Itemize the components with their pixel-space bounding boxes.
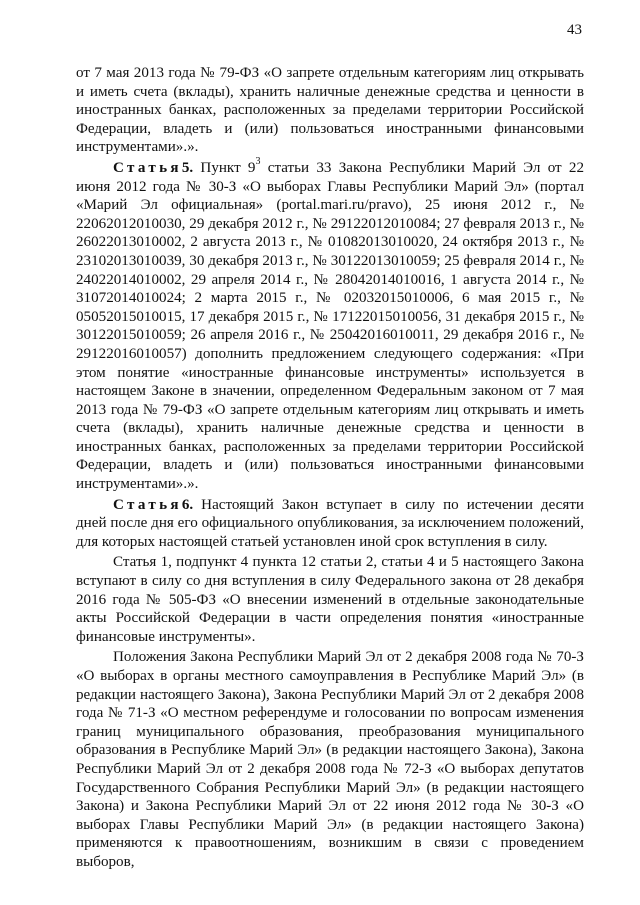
article-6-label: Статья [113, 496, 182, 513]
article-5-superscript: 3 [255, 155, 261, 167]
article-5-number: 5. [181, 159, 194, 176]
paragraph-provisions: Положения Закона Республики Марий Эл от 2 декабря 2008 года № 70-З «О выборах в органы местного самоуправления в Республике Марий Эл» (в редакции настоящего Закона), Закона Республики Марий Эл от 2 декабря 2008 года № 71-З «О местном референдуме и голосовании по вопросам изменения границ муниципального образования, преобразования муниципального образования в Республике Марий Эл» (в редакции настоящего Закона), Закона Республики Марий Эл от 2 декабря 2008 года № 72-З «О выборах депутатов Государственного Собрания Республики Марий Эл» (в редакции настоящего Закона) и Закона Республики Марий Эл от 22 июня 2012 года № 30-З «О выборах Главы Республики Марий Эл» (в редакции настоящего Закона) применяются к правоотношениям, возникшим в связи с проведением выборов, [76, 649, 584, 870]
article-6-text: Настоящий Закон вступает в силу по истечении десяти дней после дня его официального опубликования, за исключением положений, для которых настоящей статьей установлен иной срок вступления в силу. [76, 496, 584, 550]
paragraph-article-5 [76, 155, 585, 494]
page-number: 43 [567, 22, 582, 38]
article-6-number: 6. [181, 496, 194, 513]
paragraph-entry-into-force: Статья 1, подпункт 4 пункта 12 статьи 2, статьи 4 и 5 настоящего Закона вступают в силу со дня вступления в силу Федерального закона от 28 декабря 2016 года № 505-ФЗ «О внесении изменений в отдельные законодательные акты Российской Федерации в части определения понятия «иностранные финансовые инструменты». [76, 554, 584, 645]
paragraph-article-6 [76, 496, 584, 552]
paragraph-continuation: от 7 мая 2013 года № 79-ФЗ «О запрете отдельным категориям лиц открывать и иметь счета (вклады), хранить наличные денежные средства и ценности в иностранных банках, расположенных за пределами территории Российской Федерации, владеть и (или) пользоваться иностранными финансовыми инструментами».». [76, 65, 584, 156]
article-5-label: Статья [113, 159, 182, 176]
article-5-point: Пункт 9 [193, 159, 256, 176]
article-5-text: статьи 33 Закона Республики Марий Эл от 22 июня 2012 года № 30-З «О выборах Главы Республики Марий Эл» (портал «Марий Эл официальная» (portal.mari.ru/pravo), 25 июня 2012 г., № 22062012010030, 29 декабря 2012 г., № 29122012010084; 27 февраля 2013 г., № 26022013010002, 2 августа 2013 г., № 01082013010020, 24 октября 2013 г., № 23102013010039, 30 декабря 2013 г., № 30122013010059; 25 февраля 2014 г., № 24022014010002, 29 апреля 2014 г., № 28042014010016, 1 августа 2014 г., № 31072014010024; 2 марта 2015 г., № 02032015010006, 6 мая 2015 г., № 05052015010015, 17 декабря 2015 г., № 17122015010056, 31 декабря 2015 г., № 30122015010059; 26 апреля 2016 г., № 25042016010011, 29 декабря 2016 г., № 29122016010057) дополнить предложением следующего содержания: «При этом понятие «иностранные финансовые инструменты» используется в настоящем Законе в значении, определенном Федеральным законом от 7 мая 2013 года № 79-ФЗ «О запрете отдельным категориям лиц открывать и иметь счета (вклады), хранить наличные денежные средства и ценности в иностранных банках, расположенных за пределами территории Российской Федерации, владеть и (или) пользоваться иностранными финансовыми инструментами».». [76, 159, 585, 493]
document-body [76, 64, 584, 872]
